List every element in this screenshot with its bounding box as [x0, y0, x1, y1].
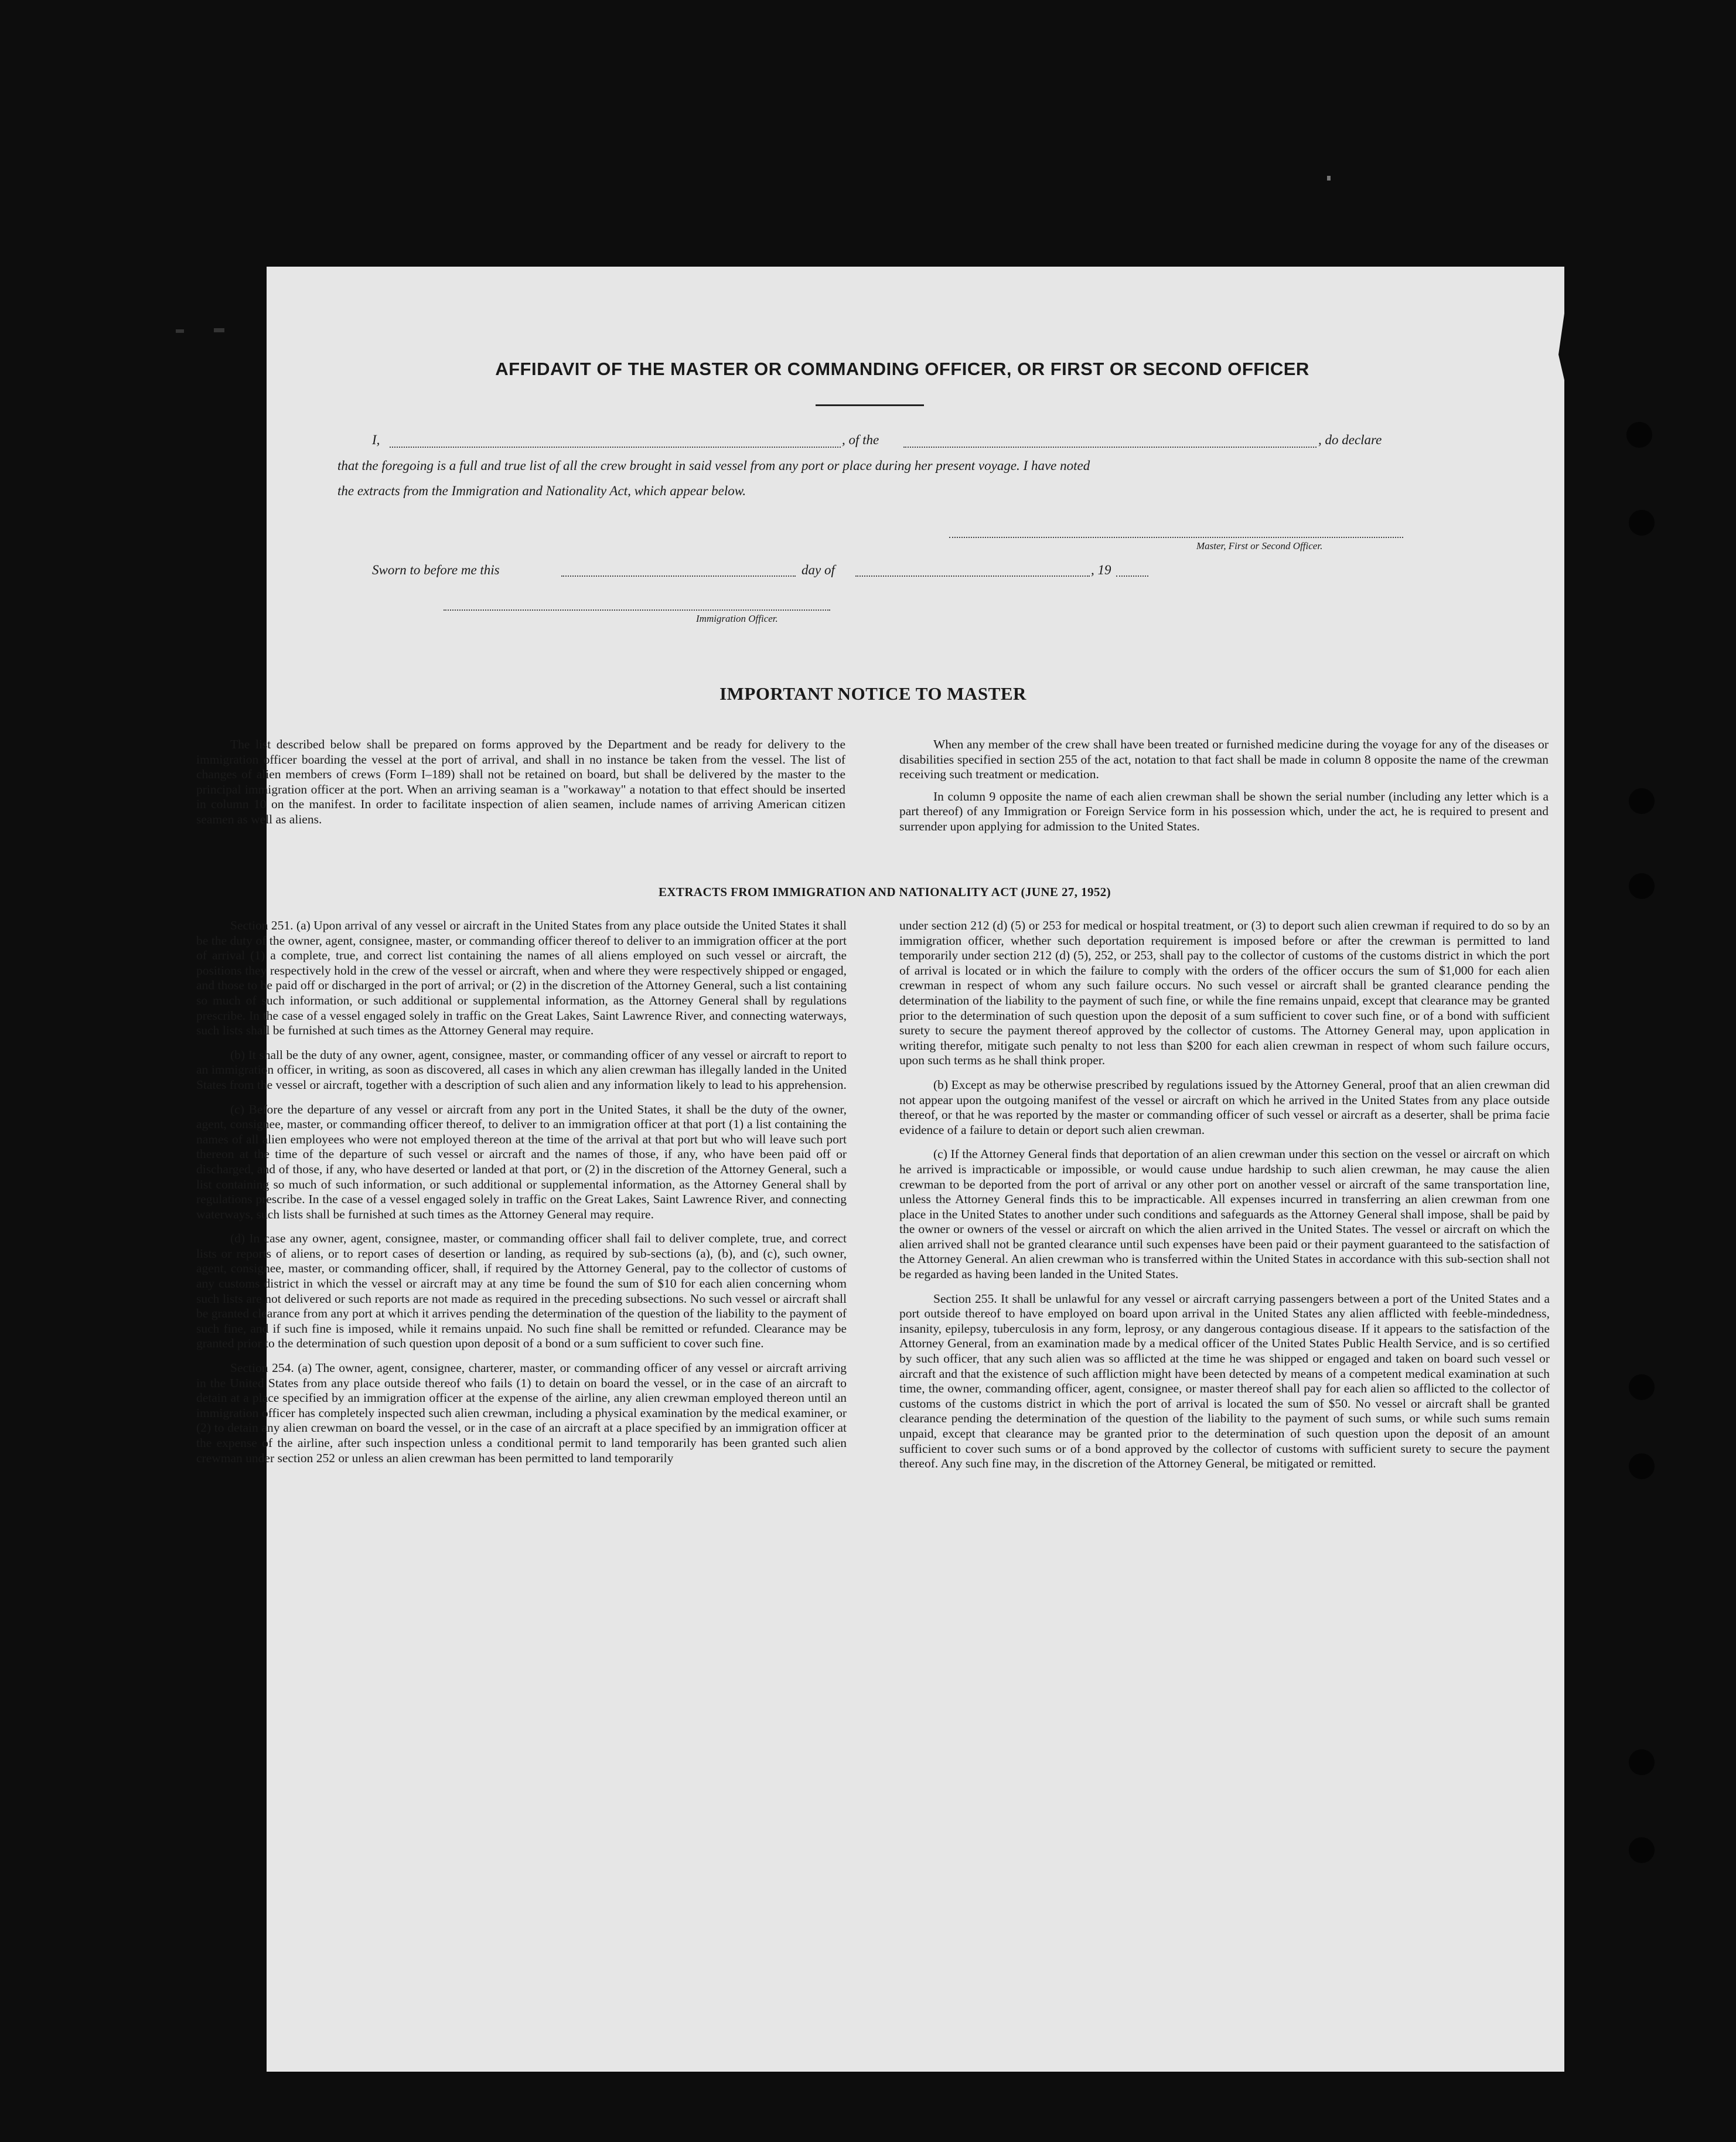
- section-paragraph: (d) In case any owner, agent, consignee, master, or commanding officer shall fail to deliver complete, true, and correct lists or reports of aliens, or to report cases of desertion or landing, as required by sub-sections (a), (b), and (c), such owner, agent, consignee, master, or commanding officer, shall, if required by the Attorney General, pay to the collector of customs of any customs district in which the vessel or aircraft may at any time be found the sum of $10 for each alien concerning whom such lists are not delivered or such reports are not made as required in the preceding subsections. No such vessel or aircraft shall be granted clearance from any port at which it arrives pending the determination of the question of the liability to the payment of such fine, and if such fine is imposed, while it remains unpaid. No such fine shall be remitted or refunded. Clearance may be granted prior to the determination of such question upon deposit of a bond or a sum sufficient to cover such fine.: [196, 1231, 847, 1351]
- extracts-title: EXTRACTS FROM IMMIGRATION AND NATIONALITY ACT (JUNE 27, 1952): [658, 885, 1111, 899]
- name-fill-line[interactable]: [390, 447, 841, 448]
- affidavit-declare-label: , do declare: [1318, 433, 1382, 447]
- scan-speck: [176, 329, 184, 333]
- punch-hole: [1629, 1837, 1655, 1863]
- punch-hole: [1629, 873, 1655, 899]
- sworn-label: Sworn to before me this: [372, 563, 500, 577]
- notice-right-paragraph: In column 9 opposite the name of each alien crewman shall be shown the serial number (including any letter which is a part thereof) of any Immigration or Foreign Service form in his possession which, under the act, he is required to present and surrender upon applying for admission to the United States.: [899, 789, 1549, 833]
- month-fill-line[interactable]: [855, 575, 1090, 577]
- extracts-left-column: [196, 918, 847, 1475]
- day-of-label: day of: [802, 563, 835, 577]
- scan-speck: [214, 328, 224, 332]
- section-paragraph: (c) If the Attorney General finds that deportation of an alien crewman under this section on the vessel or aircraft on which he arrived is impracticable or impossible, or would cause undue hardship to such alien crewman, he may cause the alien crewman to be deported from the port of arrival or any other port on another vessel or aircraft of the same transportation line, unless the Attorney General finds this to be impracticable. All expenses incurred in transferring an alien crewman from one place in the United States to another under such conditions and safeguards as the Attorney General shall impose, shall be paid by the owner or owners of the vessel or aircraft on which the alien arrived in the United States. The vessel or aircraft on which the alien arrived shall not be granted clearance until such expenses have been paid or their payment guaranteed to the satisfaction of the Attorney General. An alien crewman who is transferred within the United States in accordance with this sub-section shall not be regarded as having been landed in the United States.: [899, 1147, 1550, 1282]
- punch-hole: [1629, 1749, 1655, 1775]
- scan-speck: [1327, 176, 1331, 181]
- affidavit-i-label: I,: [372, 433, 380, 447]
- punch-hole: [1629, 788, 1655, 814]
- section-paragraph: Section 251. (a) Upon arrival of any vessel or aircraft in the United States from any place outside the United States it shall be the duty of the owner, agent, consignee, master, or commanding officer thereof to deliver to an immigration officer at the port of arrival (1) a complete, true, and correct list containing the names of all aliens employed on such vessel or aircraft, the positions they respectively hold in the crew of the vessel or aircraft, when and where they were respectively shipped or engaged, and those to be paid off or discharged in the port of arrival; or (2) in the discretion of the Attorney General, such a list containing so much of such information, or such additional or supplemental information, as the Attorney General shall by regulations prescribe. In the case of a vessel engaged solely in traffic on the Great Lakes, Saint Lawrence River, and connecting waterways, such lists shall be furnished at such times as the Attorney General may require.: [196, 918, 847, 1038]
- section-paragraph: under section 212 (d) (5) or 253 for medical or hospital treatment, or (3) to deport such alien crewman if required to do so by an immigration officer, whether such deportation requirement is imposed before or after the crewman is permitted to land temporarily under section 212 (d) (5), 252, or 253, shall pay to the collector of customs of the customs district in which the port of arrival is located or in which the failure to comply with the orders of the officer occurs the sum of $1,000 for each alien crewman in respect of whom any such failure occurs. No such vessel or aircraft shall be granted clearance pending the determination of the liability to the payment of such fine, or while the fine remains unpaid, except that clearance may be granted prior to the determination of such question upon the deposit of a sum sufficient to cover such fine, or of a bond with sufficient surety to secure the payment thereof approved by the collector of customs. The Attorney General may, upon application in writing therefor, mitigate such penalty to not less than $200 for each alien crewman in respect of whom such failure occurs, upon such terms as he shall think proper.: [899, 918, 1550, 1068]
- affidavit-line-3: the extracts from the Immigration and Nationality Act, which appear below.: [337, 483, 746, 498]
- section-paragraph: Section 254. (a) The owner, agent, consignee, charterer, master, or commanding officer of any vessel or aircraft arriving in the United States from any place outside thereof who fails (1) to detain on board the vessel, or in the case of an aircraft to detain at a place specified by an immigration officer at the expense of the airline, any alien crewman employed thereon until an immigration officer has completely inspected such alien crewman, including a physical examination by the medical examiner, or (2) to detain any alien crewman on board the vessel, or in the case of an aircraft at a place specified by an immigration officer at the expense of the airline, after such inspection unless a conditional permit to land temporarily has been granted such alien crewman under section 252 or unless an alien crewman has been permitted to land temporarily: [196, 1361, 847, 1465]
- section-paragraph: (b) Except as may be otherwise prescribed by regulations issued by the Attorney General, proof that an alien crewman did not appear upon the outgoing manifest of the vessel or aircraft on which he arrived in the United States from any place outside thereof, or that he was reported by the master or commanding officer of such vessel or aircraft as a deserter, shall be prima facie evidence of a failure to detain or deport such alien crewman.: [899, 1077, 1550, 1137]
- master-signature-line[interactable]: [949, 537, 1403, 538]
- section-paragraph: (c) Before the departure of any vessel or aircraft from any port in the United States, it shall be the duty of the owner, agent, consignee, master, or commanding officer thereof, to deliver to an immigration officer at that port (1) a list containing the names of all alien employees who were not employed thereon at the time of the arrival at that port but who will leave such port thereon at the time of the departure of such vessel or aircraft and the names of those, if any, who have been paid off or discharged, and of those, if any, who have deserted or landed at that port, or (2) in the discretion of the Attorney General, such a list containing so much of such information, or such additional or supplemental information, as the Attorney General shall by regulations prescribe. In the case of a vessel engaged solely in traffic on the Great Lakes, Saint Lawrence River, and connecting waterways, such lists shall be furnished at such times as the Attorney General may require.: [196, 1102, 847, 1221]
- punch-hole: [1629, 1453, 1655, 1479]
- officer-signature-line[interactable]: [444, 609, 830, 611]
- notice-left-column: [196, 737, 845, 835]
- section-paragraph: (b) It shall be the duty of any owner, agent, consignee, master, or commanding officer of any vessel or aircraft to report to an immigration officer, in writing, as soon as discovered, all cases in which any alien crewman has illegally landed in the United States from the vessel or aircraft, together with a description of such alien and any information likely to lead to his apprehension.: [196, 1047, 847, 1092]
- section-paragraph: Section 255. It shall be unlawful for any vessel or aircraft carrying passengers between a port of the United States and a port outside thereof to have employed on board upon arrival in the United States any alien afflicted with feeble-mindedness, insanity, epilepsy, tuberculosis in any form, leprosy, or any dangerous contagious disease. If it appears to the satisfaction of the Attorney General, from an examination made by a medical officer of the United States Public Health Service, and is so certified by such officer, that any such alien was so afflicted at the time he was shipped or engaged and taken on board such vessel or aircraft and that the existence of such affliction might have been detected by means of a competent medical examination at such time, the owner, commanding officer, agent, consignee, or master thereof shall pay for each alien so afflicted to the collector of customs of the customs district in which the port of arrival is located the sum of $50. No vessel or aircraft shall be granted clearance pending the determination of the question of the liability to the payment of such sums, or while such sums remain unpaid, except that clearance may be granted prior to the determination of such question upon the deposit of an amount sufficient to cover such sums or of a bond approved by the collector of customs with sufficient surety to secure the payment thereof. Any such fine may, in the discretion of the Attorney General, be mitigated or remitted.: [899, 1291, 1550, 1471]
- affidavit-title: AFFIDAVIT OF THE MASTER OR COMMANDING OFFICER, OR FIRST OR SECOND OFFICER: [495, 359, 1309, 379]
- punch-hole: [1629, 1374, 1655, 1400]
- immigration-officer-caption: Immigration Officer.: [696, 613, 778, 624]
- notice-right-column: [899, 737, 1549, 842]
- extracts-right-column: [899, 918, 1550, 1481]
- punch-hole: [1626, 422, 1652, 448]
- year-label: , 19: [1091, 563, 1111, 577]
- punch-hole: [1629, 510, 1655, 536]
- year-fill-line[interactable]: [1116, 575, 1148, 577]
- sworn-day-fill-line[interactable]: [561, 575, 796, 577]
- notice-left-paragraph: The list described below shall be prepared on forms approved by the Department and be ready for delivery to the immigration officer boarding the vessel at the port of arrival, and shall in no instance be taken from the vessel. The list of changes of alien members of crews (Form I–189) shall not be retained on board, but shall be delivered by the master to the principal immigration officer at the port. When an arriving seaman is a "workaway" a notation to that effect should be inserted in column 10 on the manifest. In order to facilitate inspection of alien seamen, include names of arriving American citizen seamen as well as aliens.: [196, 737, 845, 826]
- notice-right-paragraph: When any member of the crew shall have been treated or furnished medicine during the voyage for any of the diseases or disabilities specified in section 255 of the act, notation to that fact shall be made in column 8 opposite the name of the crewman receiving such treatment or medication.: [899, 737, 1549, 782]
- title-underline: [816, 404, 924, 406]
- affidavit-of-the-label: , of the: [842, 433, 879, 447]
- vessel-fill-line[interactable]: [903, 447, 1317, 448]
- notice-title: IMPORTANT NOTICE TO MASTER: [719, 683, 1026, 704]
- master-caption: Master, First or Second Officer.: [1196, 540, 1323, 551]
- affidavit-line-2: that the foregoing is a full and true list of all the crew brought in said vessel from any port or place during her present voyage. I have noted: [337, 458, 1090, 473]
